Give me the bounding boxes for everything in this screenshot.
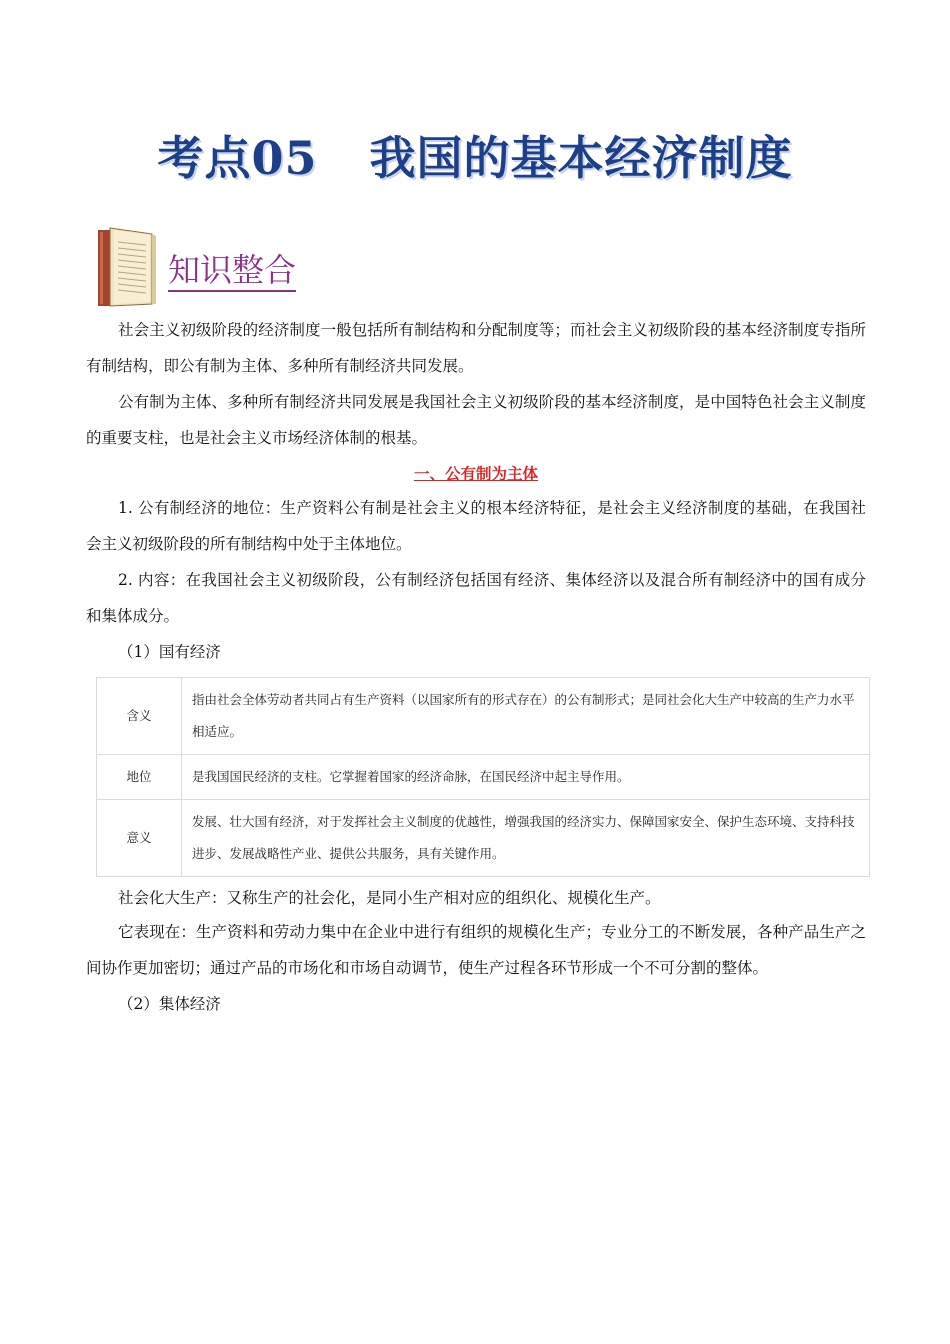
list-item-state-economy: （1）国有经济 [118, 643, 221, 661]
table-cell-value: 发展、壮大国有经济，对于发挥社会主义制度的优越性，增强我国的经济实力、保障国家安全、保护生态环境、支持科技进步、发展战略性产业、提供公共服务，具有关键作用。 [182, 800, 870, 877]
section-header [96, 224, 356, 314]
section-title: 知识整合 [168, 252, 296, 292]
table-cell-key: 意义 [97, 800, 182, 877]
paragraph-intro: 社会主义初级阶段的经济制度一般包括所有制结构和分配制度等；而社会主义初级阶段的基本经济制度专指所有制结构，即公有制为主体、多种所有制经济共同发展。 [86, 321, 866, 375]
table-row [97, 755, 870, 800]
title-prefix: 考点05 [157, 131, 318, 185]
paragraph-manifestation: 它表现在：生产资料和劳动力集中在企业中进行有组织的规模化生产；专业分工的不断发展，各种产品生产之间协作更加密切；通过产品的市场化和市场自动调节，使生产过程各环节形成一个不可分割的整体。 [86, 923, 866, 977]
subheading-public-ownership: 一、公有制为主体 [413, 464, 538, 483]
table-cell-key: 地位 [97, 755, 182, 800]
paragraph-content: 2. 内容：在我国社会主义初级阶段，公有制经济包括国有经济、集体经济以及混合所有制经济中的国有成分和集体成分。 [86, 571, 866, 625]
title-main: 我国的基本经济制度 [369, 131, 793, 185]
list-item-collective-economy: （2）集体经济 [118, 995, 221, 1013]
table-cell-value: 是我国国民经济的支柱。它掌握着国家的经济命脉，在国民经济中起主导作用。 [182, 755, 870, 800]
table-cell-value: 指由社会全体劳动者共同占有生产资料（以国家所有的形式存在）的公有制形式；是同社会化大生产中较高的生产力水平相适应。 [182, 678, 870, 755]
paragraph-basic-system: 公有制为主体、多种所有制经济共同发展是我国社会主义初级阶段的基本经济制度，是中国特色社会主义制度的重要支柱，也是社会主义市场经济体制的根基。 [86, 393, 866, 447]
table-row [97, 678, 870, 755]
table-row [97, 800, 870, 877]
page-title [0, 122, 950, 188]
paragraph-status: 1. 公有制经济的地位：生产资料公有制是社会主义的根本经济特征，是社会主义经济制度的基础，在我国社会主义初级阶段的所有制结构中处于主体地位。 [86, 499, 866, 553]
table-cell-key: 含义 [97, 678, 182, 755]
book-icon [96, 224, 158, 308]
paragraph-socialized-production: 社会化大生产：又称生产的社会化，是同小生产相对应的组织化、规模化生产。 [118, 889, 661, 907]
state-economy-table [96, 677, 870, 877]
